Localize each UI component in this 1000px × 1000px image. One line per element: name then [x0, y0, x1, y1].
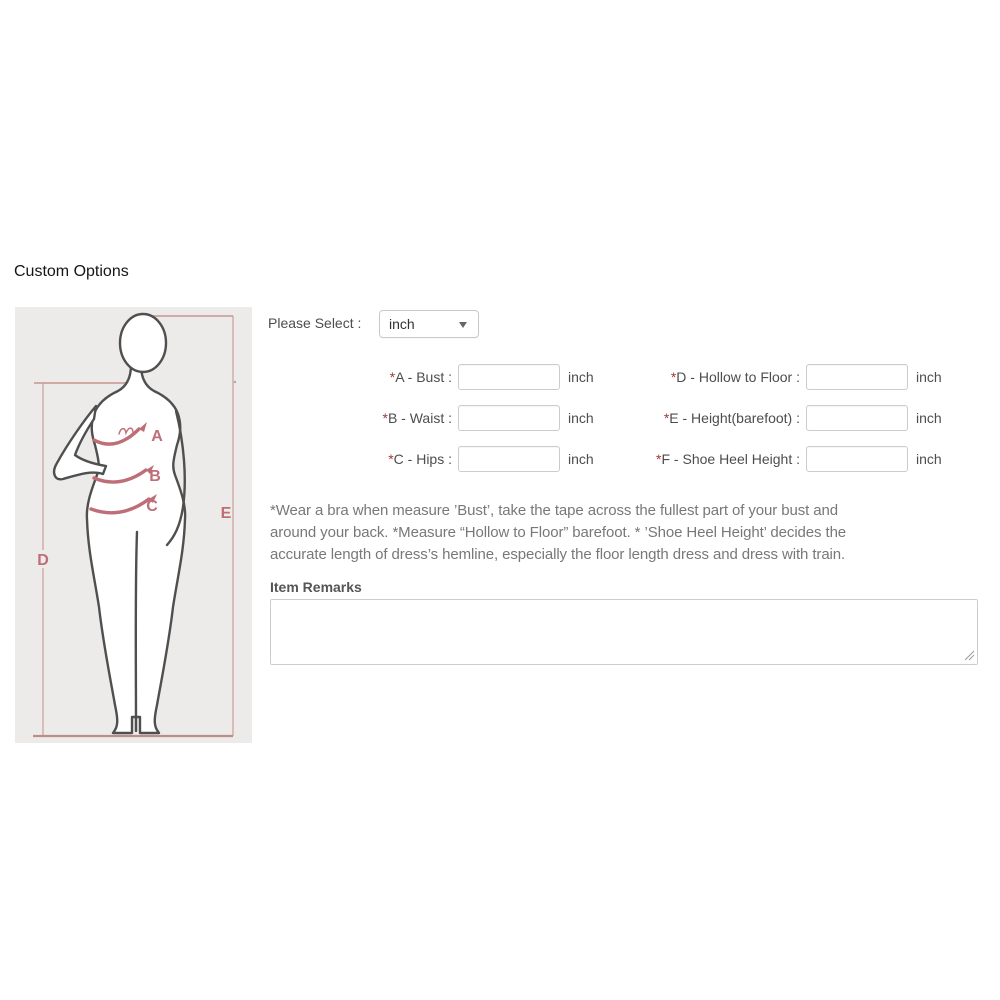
figure-label-waist: B — [149, 468, 161, 485]
measurement-note — [270, 500, 982, 566]
required-asterisk: * — [670, 369, 677, 385]
hollow-to-floor-unit: inch — [916, 369, 942, 385]
shoe-heel-height-label: *F - Shoe Heel Height : — [656, 451, 800, 467]
unit-select[interactable] — [379, 310, 479, 338]
please-select-label: Please Select : — [268, 315, 362, 331]
measurement-figure — [15, 307, 252, 743]
measurement-diagram-panel — [15, 307, 252, 743]
bust-label: *A - Bust : — [389, 369, 452, 385]
unit-select-value: inch — [389, 316, 415, 332]
waist-label: *B - Waist : — [382, 410, 452, 426]
hollow-to-floor-input[interactable] — [806, 364, 908, 390]
bust-input[interactable] — [458, 364, 560, 390]
required-asterisk: * — [663, 410, 670, 426]
figure-label-hollow-to-floor: D — [37, 552, 49, 569]
waist-input[interactable] — [458, 405, 560, 431]
field-row-bust — [270, 363, 594, 391]
figure-label-hips: C — [146, 498, 158, 515]
item-remarks-input[interactable] — [270, 599, 978, 665]
item-remarks-box — [270, 599, 978, 665]
shoe-heel-height-input[interactable] — [806, 446, 908, 472]
note-line: *Wear a bra when measure ’Bust’, take the tape across the fullest part of your bust and — [270, 502, 839, 519]
waist-unit: inch — [568, 410, 594, 426]
height-input[interactable] — [806, 405, 908, 431]
field-row-hips — [270, 445, 594, 473]
dot-mark — [234, 381, 236, 383]
shoe-heel-height-unit: inch — [916, 451, 942, 467]
note-line: around your back. *Measure “Hollow to Floor” barefoot. * ’Shoe Heel Height’ decides the — [270, 524, 847, 541]
required-asterisk: * — [382, 410, 388, 426]
bust-unit: inch — [568, 369, 594, 385]
required-asterisk: * — [389, 369, 396, 385]
figure-label-height: E — [220, 505, 232, 522]
height-label: *E - Height(barefoot) : — [663, 410, 800, 426]
field-row-shoe-heel-height — [618, 445, 942, 473]
chevron-down-icon — [459, 322, 467, 328]
height-unit: inch — [916, 410, 942, 426]
hips-input[interactable] — [458, 446, 560, 472]
figure-label-bust: A — [151, 428, 163, 445]
note-line: accurate length of dress’s hemline, especially the floor length dress and dress with train. — [270, 546, 846, 563]
item-remarks-label: Item Remarks — [270, 579, 362, 595]
hips-label: *C - Hips : — [388, 451, 452, 467]
field-row-height — [618, 404, 942, 432]
required-asterisk: * — [388, 451, 394, 467]
hollow-to-floor-label: *D - Hollow to Floor : — [670, 369, 800, 385]
required-asterisk: * — [656, 451, 662, 467]
hips-unit: inch — [568, 451, 594, 467]
page-title: Custom Options — [14, 263, 129, 280]
field-row-hollow-to-floor — [618, 363, 942, 391]
field-row-waist — [270, 404, 594, 432]
mannequin-body — [54, 314, 185, 733]
